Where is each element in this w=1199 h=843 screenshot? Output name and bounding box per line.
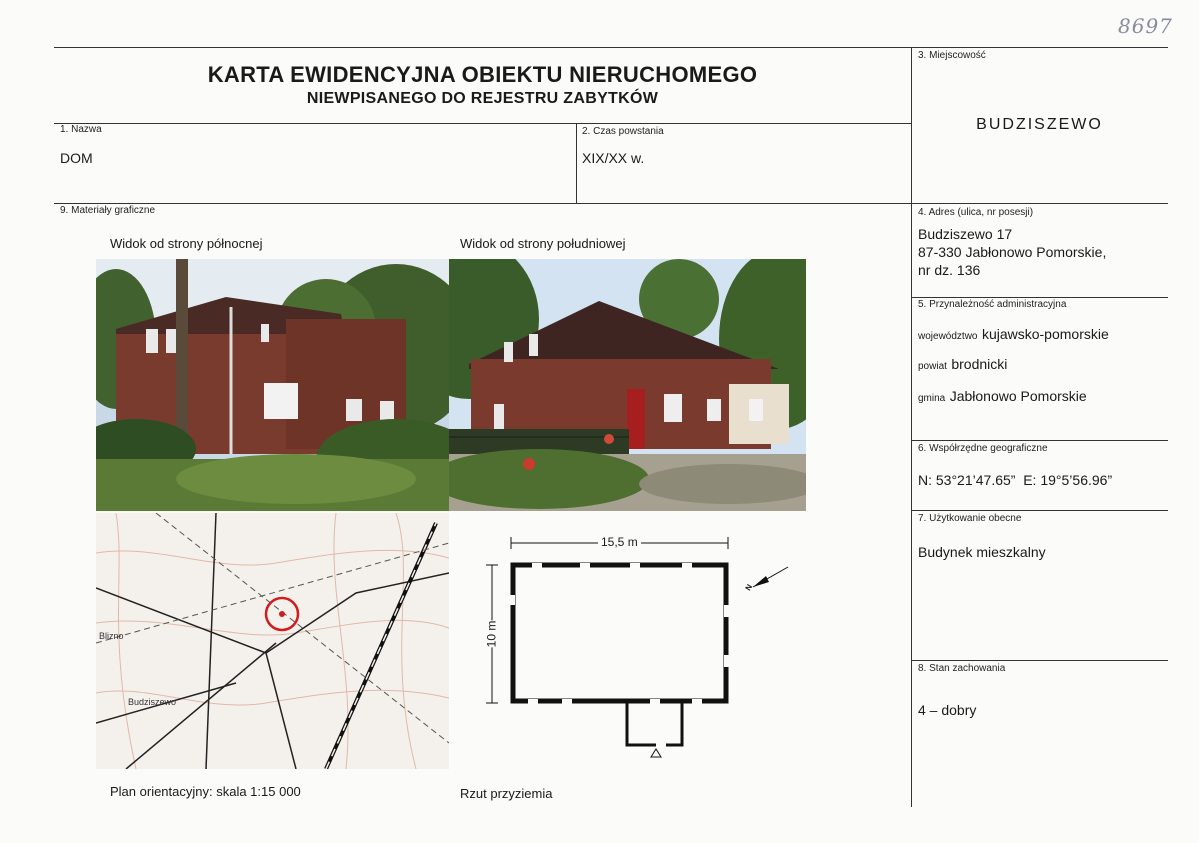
przynaleznosc-label: 5. Przynależność administracyjna	[918, 299, 1067, 310]
gmina-row	[918, 388, 1087, 406]
nazwa-label: 1. Nazwa	[60, 124, 102, 135]
map-label-budziszewo: Budziszewo	[128, 697, 177, 707]
right-column-divider	[911, 47, 912, 807]
plan-depth-label: 10 m	[484, 620, 499, 648]
stan-value: 4 – dobry	[918, 702, 977, 718]
wojewodztwo-row	[918, 326, 1109, 344]
rule-8	[911, 660, 1168, 661]
powiat-prefix: powiat	[918, 361, 947, 372]
south-view-photo	[449, 259, 806, 511]
miejscowosc-label: 3. Miejscowość	[918, 50, 986, 61]
gmina-value: Jabłonowo Pomorskie	[949, 388, 1087, 404]
orientation-map	[96, 513, 449, 769]
stan-label: 8. Stan zachowania	[918, 663, 1006, 674]
wspolrzedne-label: 6. Współrzędne geograficzne	[918, 443, 1048, 454]
rule-6	[911, 440, 1168, 441]
wojewodztwo-value: kujawsko-pomorskie	[981, 326, 1109, 342]
powiat-row	[918, 356, 1007, 374]
floor-plan	[470, 525, 800, 765]
materialy-label: 9. Materiały graficzne	[60, 205, 156, 216]
wspolrzedne-value: N: 53°21’47.65” E: 19°5’56.96”	[918, 472, 1113, 488]
adres-line1: Budziszewo 17	[918, 226, 1013, 242]
adres-label: 4. Adres (ulica, nr posesji)	[918, 207, 1034, 218]
top-rule	[54, 47, 1168, 48]
gmina-prefix: gmina	[918, 393, 946, 404]
north-view-caption: Widok od strony północnej	[110, 236, 263, 251]
archive-number: 8697	[1118, 14, 1173, 38]
powiat-value: brodnicki	[951, 356, 1008, 372]
czas-value: XIX/XX w.	[582, 150, 645, 166]
north-view-photo	[96, 259, 449, 511]
map-label-blizno: Blizno	[99, 631, 124, 641]
rule-5	[911, 297, 1168, 298]
south-view-caption: Widok od strony południowej	[460, 236, 626, 251]
title-rule	[54, 123, 911, 124]
plan-caption: Rzut przyziemia	[460, 786, 553, 801]
north-marker: N	[743, 582, 755, 593]
uzytkowanie-label: 7. Użytkowanie obecne	[918, 513, 1022, 524]
document-title: KARTA EWIDENCYJNA OBIEKTU NIERUCHOMEGO	[207, 62, 758, 87]
rule-7	[911, 510, 1168, 511]
wojewodztwo-prefix: województwo	[918, 331, 978, 342]
plan-width-label: 15,5 m	[598, 535, 641, 549]
miejscowosc-value: BUDZISZEWO	[976, 116, 1103, 133]
section-rule	[54, 203, 1168, 204]
name-time-divider	[576, 123, 577, 203]
nazwa-value: DOM	[60, 150, 93, 166]
czas-label: 2. Czas powstania	[582, 126, 664, 137]
adres-line3: nr dz. 136	[918, 262, 981, 278]
document-subtitle: NIEWPISANEGO DO REJESTRU ZABYTKÓW	[306, 90, 659, 107]
adres-line2: 87-330 Jabłonowo Pomorskie,	[918, 244, 1107, 260]
uzytkowanie-value: Budynek mieszkalny	[918, 544, 1046, 560]
map-caption: Plan orientacyjny: skala 1:15 000	[110, 784, 301, 799]
